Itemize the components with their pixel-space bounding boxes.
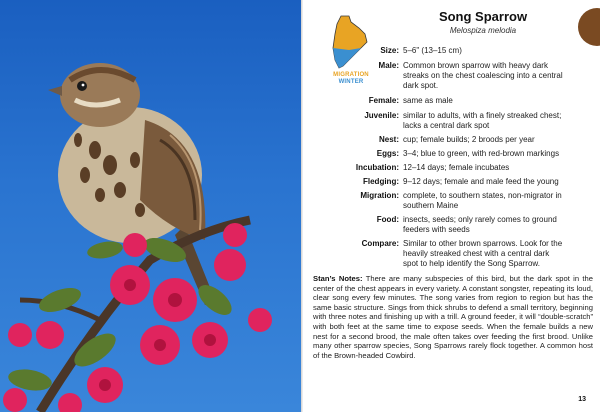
fact-label: Size: [380, 46, 399, 55]
notes-text: There are many subspecies of this bird, but the dark spot in the center of the chest appears in every variety. A constant songster, repeating its loud, clear song every few minutes. The song varies from region to region but has the same basic structure. Sings from thick shrubs to defend a small territory, beginning with three notes and finishing up with a trill. A ground feeder, it will “double-scratch” with both feet at the same time to expose seeds. When the female builds a new nest for a second brood, the male often takes over feeding the first brood. Unlike many other sparrow species, Song Sparrows rarely flock together. A common host of the Brown-headed Cowbird. [313, 274, 593, 360]
fact-label: Male: [378, 61, 399, 70]
legend-winter: WINTER [338, 79, 364, 85]
fact-value: 9–12 days; female and male feed the young [403, 177, 559, 186]
fact-label: Compare: [361, 239, 399, 248]
color-tab-marker [578, 8, 600, 46]
fact-value: 12–14 days; female incubates [403, 163, 510, 172]
fact-value: similar to adults, with a finely streaked chest; lacks a central dark spot [403, 111, 562, 130]
notes-label: Stan’s Notes: [313, 274, 363, 283]
page-number: 13 [578, 396, 586, 403]
range-map-legend [325, 72, 377, 86]
fact-label: Female: [368, 96, 399, 105]
fact-value: 3–4; blue to green, with red-brown markings [403, 149, 560, 158]
fact-label: Fledging: [363, 177, 399, 186]
fact-label: Incubation: [355, 163, 399, 172]
legend-migration: MIGRATION [333, 72, 369, 78]
fact-label: Nest: [378, 135, 399, 144]
fact-label: Juvenile: [364, 111, 399, 120]
fact-value: Common brown sparrow with heavy dark streaks on the chest coalescing into a central dark spot. [403, 61, 563, 90]
fact-label: Migration: [360, 191, 399, 200]
fact-value: Similar to other brown sparrows. Look for the heavily streaked chest with a central dark spot to help identify the Song Sparrow. [403, 239, 563, 268]
fact-value: cup; female builds; 2 broods per year [403, 135, 535, 144]
fact-value: complete, to southern states, non-migrator in southern Maine [403, 191, 562, 210]
fact-value: 5–6" (13–15 cm) [403, 46, 462, 55]
fact-value: same as male [403, 96, 453, 105]
species-text-page [303, 0, 600, 412]
species-title: Song Sparrow [438, 9, 528, 24]
stans-notes [313, 274, 593, 360]
fact-label: Food: [376, 215, 399, 224]
fact-label: Eggs: [376, 149, 399, 158]
scientific-name: Melospiza melodia [449, 26, 517, 35]
fact-value: insects, seeds; only rarely comes to ground feeders with seeds [403, 215, 557, 234]
